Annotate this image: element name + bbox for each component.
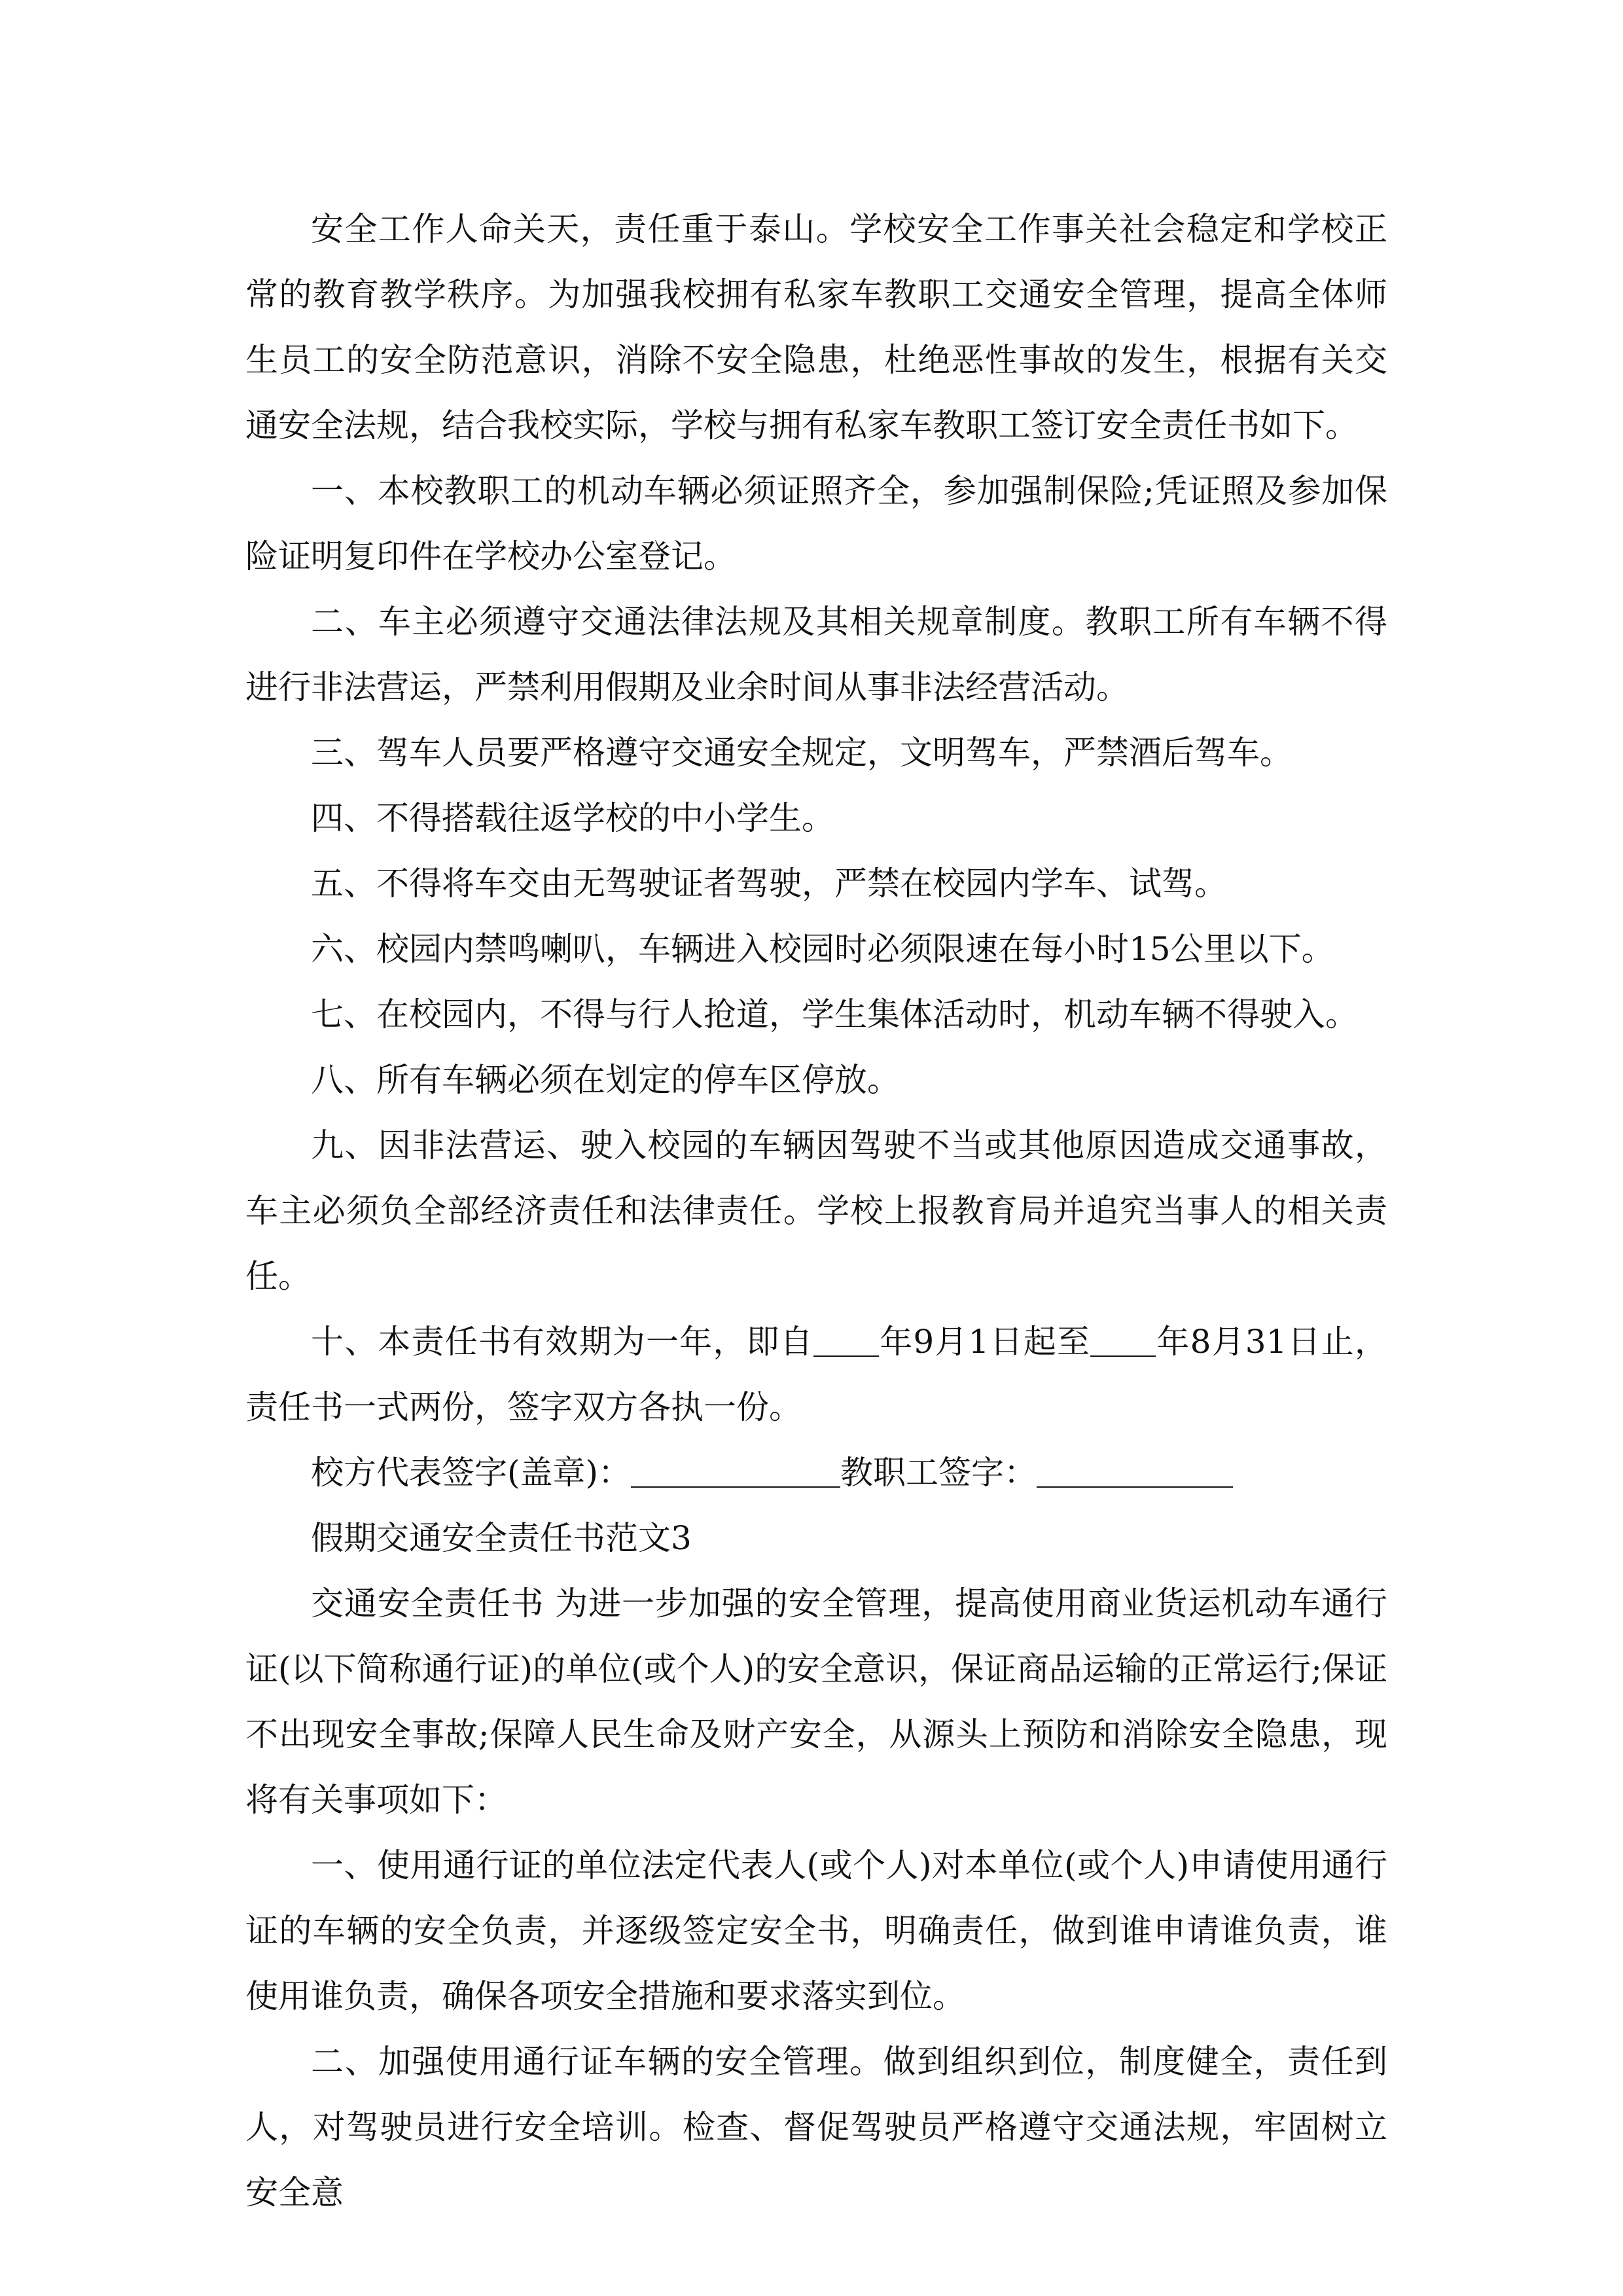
intro-paragraph: 安全工作人命关天，责任重于泰山。学校安全工作事关社会稳定和学校正常的教育教学秩序。为加强我校拥有私家车教职工交通安全管理，提高全体师生员工的安全防范意识，消除不安全隐患，杜绝恶性事故的发生，根据有关交通安全法规，结合我校实际，学校与拥有私家车教职工签订安全责任书如下。 — [245, 210, 1387, 444]
clause-2: 二、车主必须遵守交通法律法规及其相关规章制度。教职工所有车辆不得进行非法营运，严禁利用假期及业余时间从事非法经营活动。 — [245, 603, 1387, 706]
clause-10 — [245, 1309, 1387, 1440]
clause-8: 八、所有车辆必须在划定的停车区停放。 — [311, 1061, 900, 1099]
clause-10-part1: 十、本责任书有效期为一年，即自 — [311, 1323, 813, 1361]
signature-line — [245, 1440, 1387, 1505]
staff-signature-blank[interactable] — [1037, 1454, 1233, 1488]
section3-clause-2: 二、加强使用通行证车辆的安全管理。做到组织到位，制度健全，责任到人，对驾驶员进行安全培训。检查、督促驾驶员严格遵守交通法规，牢固树立安全意 — [245, 2043, 1387, 2212]
clause-3: 三、驾车人员要严格遵守交通安全规定，文明驾车，严禁酒后驾车。 — [311, 734, 1293, 772]
clause-10-part2: 年9月1日起至 — [878, 1323, 1091, 1361]
clause-10-part3: 年8月31日止，责任书一式两份，签字双方各执一份。 — [245, 1323, 1388, 1426]
clause-4: 四、不得搭载往返学校的中小学生。 — [311, 799, 834, 837]
clause-6: 六、校园内禁鸣喇叭，车辆进入校园时必须限速在每小时15公里以下。 — [311, 930, 1334, 968]
start-year-blank[interactable] — [813, 1323, 879, 1357]
end-year-blank[interactable] — [1090, 1323, 1156, 1357]
section3-clause-1: 一、使用通行证的单位法定代表人(或个人)对本单位(或个人)申请使用通行证的车辆的安全负责，并逐级签定安全书，明确责任，做到谁申请谁负责，谁使用谁负责，确保各项安全措施和要求落实到位。 — [245, 1846, 1387, 2015]
clause-5: 五、不得将车交由无驾驶证者驾驶，严禁在校园内学车、试驾。 — [311, 865, 1227, 903]
clause-1: 一、本校教职工的机动车辆必须证照齐全，参加强制保险;凭证照及参加保险证明复印件在学校办公室登记。 — [245, 472, 1387, 575]
document-body — [245, 196, 1387, 2225]
clause-9: 九、因非法营运、驶入校园的车辆因驾驶不当或其他原因造成交通事故，车主必须负全部经济责任和法律责任。学校上报教育局并追究当事人的相关责任。 — [245, 1126, 1387, 1295]
school-rep-signature-label: 校方代表签字(盖章)： — [311, 1454, 632, 1492]
school-rep-signature-blank[interactable] — [631, 1454, 840, 1488]
section-title: 假期交通安全责任书范文3 — [311, 1519, 692, 1557]
staff-signature-label: 教职工签字： — [840, 1454, 1037, 1492]
clause-7: 七、在校园内，不得与行人抢道，学生集体活动时，机动车辆不得驶入。 — [311, 996, 1358, 1033]
section3-intro: 交通安全责任书 为进一步加强的安全管理，提高使用商业货运机动车通行证(以下简称通行证)的单位(或个人)的安全意识，保证商品运输的正常运行;保证不出现安全事故;保障人民生命及财产安全，从源头上预防和消除安全隐患，现将有关事项如下： — [245, 1585, 1387, 1819]
